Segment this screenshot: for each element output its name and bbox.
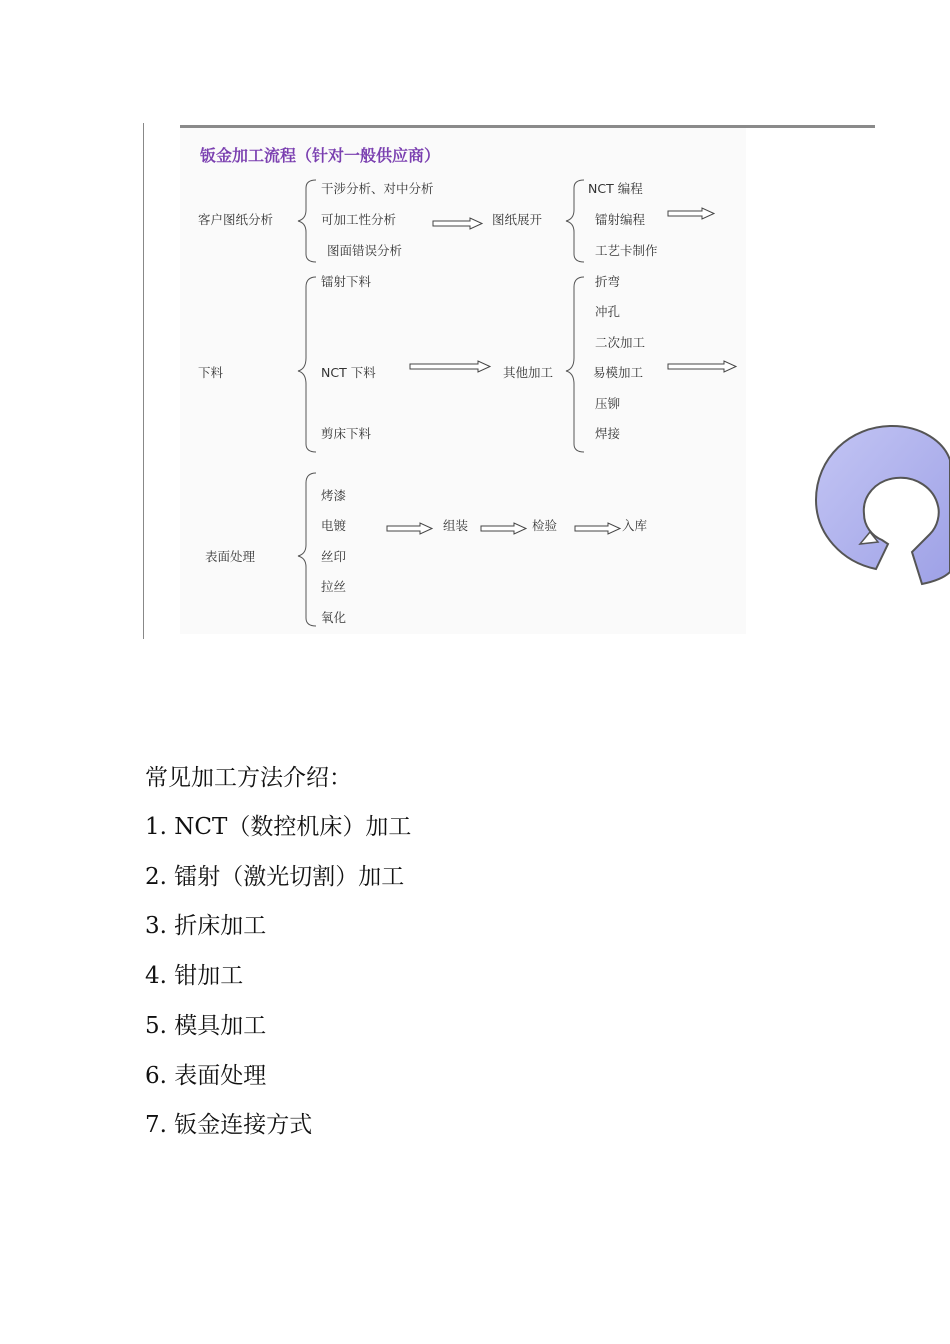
row2-item: NCT 下料 [321,365,376,380]
row1-item: 干涉分析、对中分析 [321,181,434,196]
row2-item: 镭射下料 [321,274,372,289]
row2-output: 冲孔 [595,304,621,319]
row3-item: 电镀 [321,518,347,533]
row1-output: NCT 编程 [588,181,643,196]
row2-output: 压铆 [595,396,621,411]
diagram-title: 钣金加工流程（针对一般供应商） [200,146,441,165]
row1-mid: 图纸展开 [492,212,543,227]
row1-label: 客户图纸分析 [198,212,274,227]
row3-label: 表面处理 [205,549,256,564]
intro-list-item: 6. 表面处理 [145,1063,267,1089]
intro-list-item: 5. 模具加工 [145,1013,267,1039]
row2-mid: 其他加工 [503,365,554,380]
row3-step: 检验 [532,518,558,533]
row2-output: 焊接 [595,426,621,441]
row3-item: 丝印 [321,549,347,564]
row1-output: 工艺卡制作 [595,243,658,258]
open-source-logo-icon [812,422,950,592]
row1-item: 图面错误分析 [327,243,403,258]
process-diagram-background [180,128,746,634]
intro-list-item: 2. 镭射（激光切割）加工 [145,864,405,890]
row3-step: 入库 [622,518,648,533]
row2-label: 下料 [198,365,224,380]
intro-heading: 常见加工方法介绍： [145,765,352,791]
row2-item: 剪床下料 [321,426,372,441]
left-margin-rule [143,123,144,639]
row2-output: 折弯 [595,274,621,289]
row1-item: 可加工性分析 [321,212,397,227]
row3-item: 烤漆 [321,488,347,503]
intro-list-item: 1. NCT（数控机床）加工 [145,814,412,840]
intro-list-item: 4. 钳加工 [145,963,244,989]
intro-list-item: 7. 钣金连接方式 [145,1112,313,1138]
intro-list-item: 3. 折床加工 [145,913,267,939]
row2-output: 易模加工 [593,365,644,380]
row3-item: 氧化 [321,610,347,625]
row1-output: 镭射编程 [595,212,646,227]
row3-step: 组装 [443,518,469,533]
row3-item: 拉丝 [321,579,347,594]
row2-output: 二次加工 [595,335,646,350]
